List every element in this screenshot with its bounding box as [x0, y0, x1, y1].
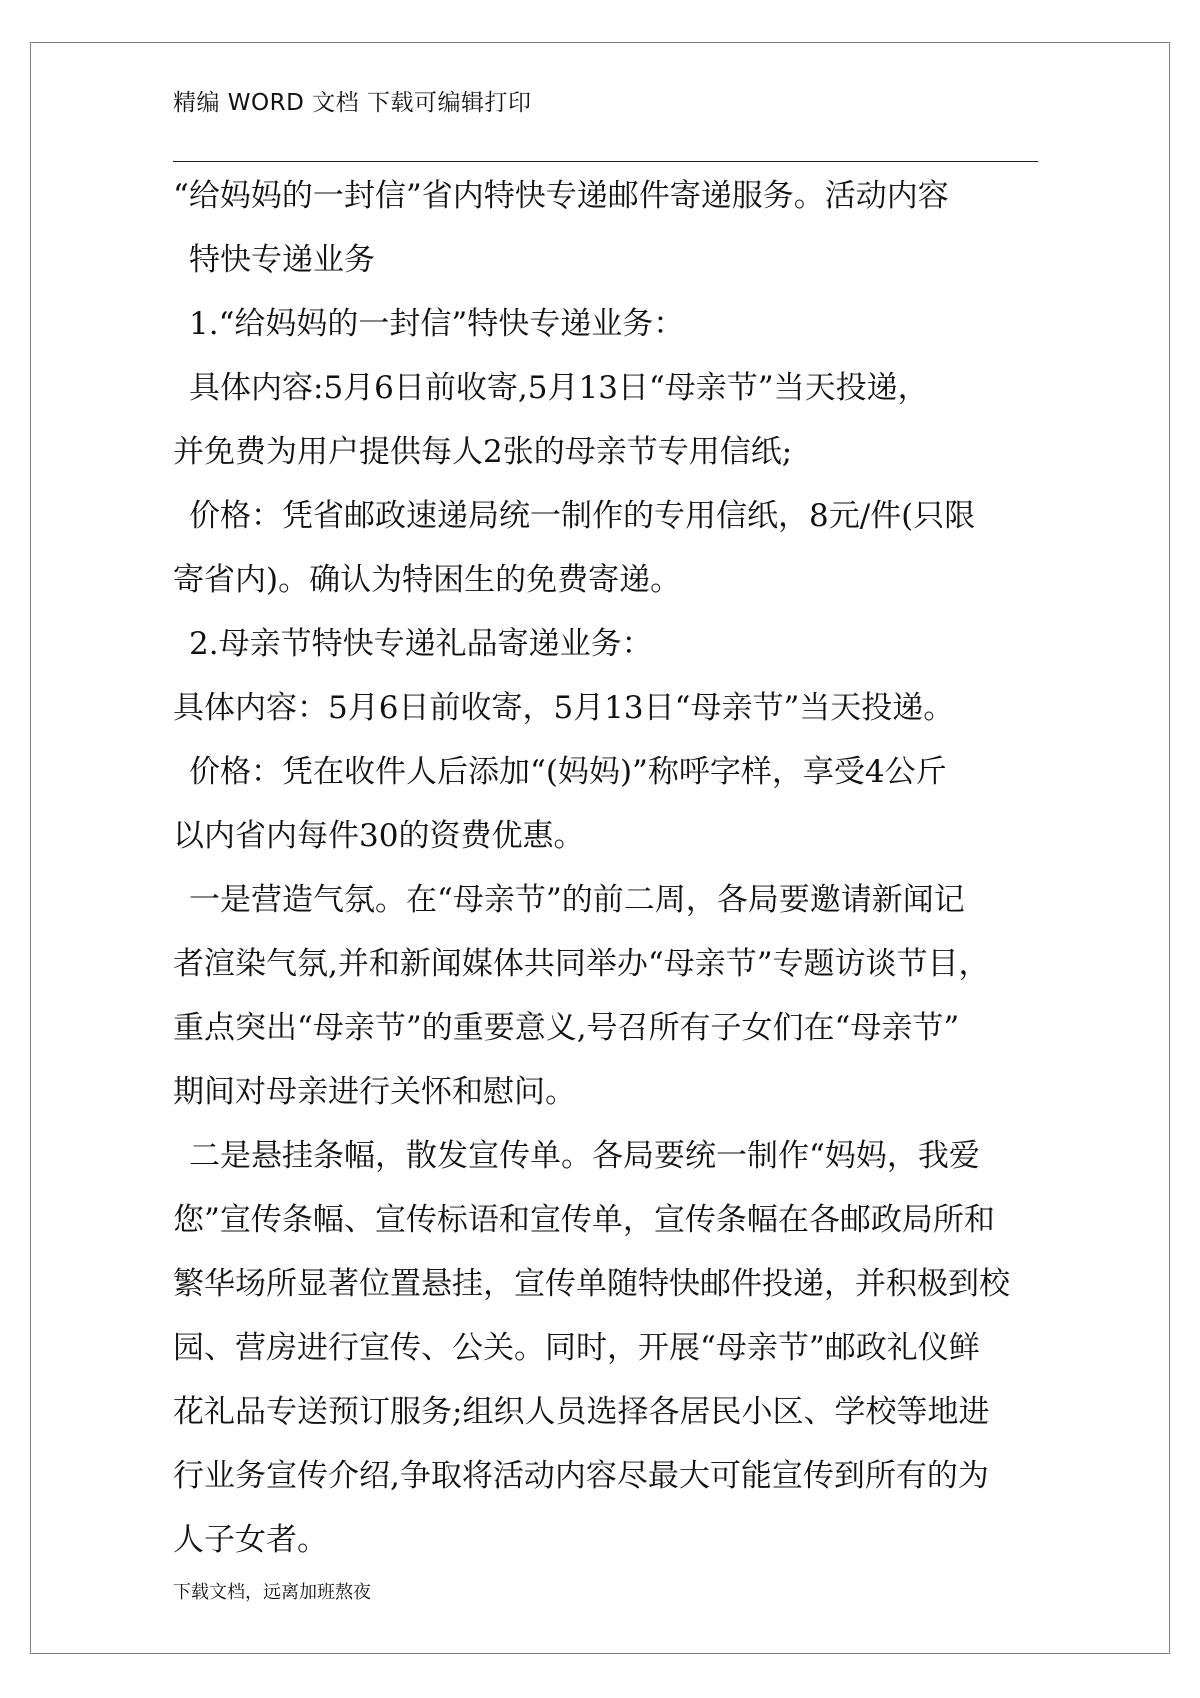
- paragraph: 重点突出“母亲节”的重要意义,号召所有子女们在“母亲节”: [173, 1010, 960, 1046]
- paragraph: 繁华场所显著位置悬挂，宣传单随特快邮件投递，并积极到校: [173, 1266, 1010, 1302]
- header-divider: [173, 161, 1038, 162]
- paragraph: 并免费为用户提供每人2张的母亲节专用信纸;: [173, 434, 793, 470]
- document-body: [173, 164, 1053, 1572]
- paragraph: 价格：凭在收件人后添加“(妈妈)”称呼字样，享受4公斤: [189, 754, 947, 790]
- paragraph: 特快专递业务: [189, 242, 375, 278]
- paragraph: 二是悬挂条幅，散发宣传单。各局要统一制作“妈妈，我爱: [189, 1138, 980, 1174]
- paragraph: 以内省内每件30的资费优惠。: [173, 818, 585, 854]
- paragraph: 您”宣传条幅、宣传标语和宣传单，宣传条幅在各邮政局所和: [173, 1202, 995, 1238]
- paragraph: 期间对母亲进行关怀和慰问。: [173, 1074, 576, 1110]
- paragraph: 寄省内)。确认为特困生的免费寄递。: [173, 562, 682, 598]
- paragraph: 1.“给妈妈的一封信”特快专递业务：: [189, 306, 685, 342]
- paragraph: 人子女者。: [173, 1522, 328, 1558]
- paragraph: 一是营造气氛。在“母亲节”的前二周，各局要邀请新闻记: [189, 882, 965, 918]
- paragraph: 园、营房进行宣传、公关。同时，开展“母亲节”邮政礼仪鲜: [173, 1330, 980, 1366]
- page-header: 精编 WORD 文档 下载可编辑打印: [173, 90, 532, 116]
- paragraph: 者渲染气氛,并和新闻媒体共同举办“母亲节”专题访谈节目，: [173, 946, 990, 982]
- paragraph: “给妈妈的一封信”省内特快专递邮件寄递服务。活动内容: [173, 178, 949, 214]
- page-footer: 下载文档，远离加班熬夜: [173, 1582, 371, 1603]
- paragraph: 花礼品专送预订服务;组织人员选择各居民小区、学校等地进: [173, 1394, 990, 1430]
- paragraph: 具体内容：5月6日前收寄，5月13日“母亲节”当天投递。: [173, 690, 955, 726]
- paragraph: 2.母亲节特快专递礼品寄递业务：: [189, 626, 653, 662]
- paragraph: 行业务宣传介绍,争取将活动内容尽最大可能宣传到所有的为: [173, 1458, 989, 1494]
- paragraph: 具体内容:5月6日前收寄,5月13日“母亲节”当天投递，: [189, 370, 929, 406]
- paragraph: 价格：凭省邮政速递局统一制作的专用信纸，8元/件(只限: [189, 498, 976, 534]
